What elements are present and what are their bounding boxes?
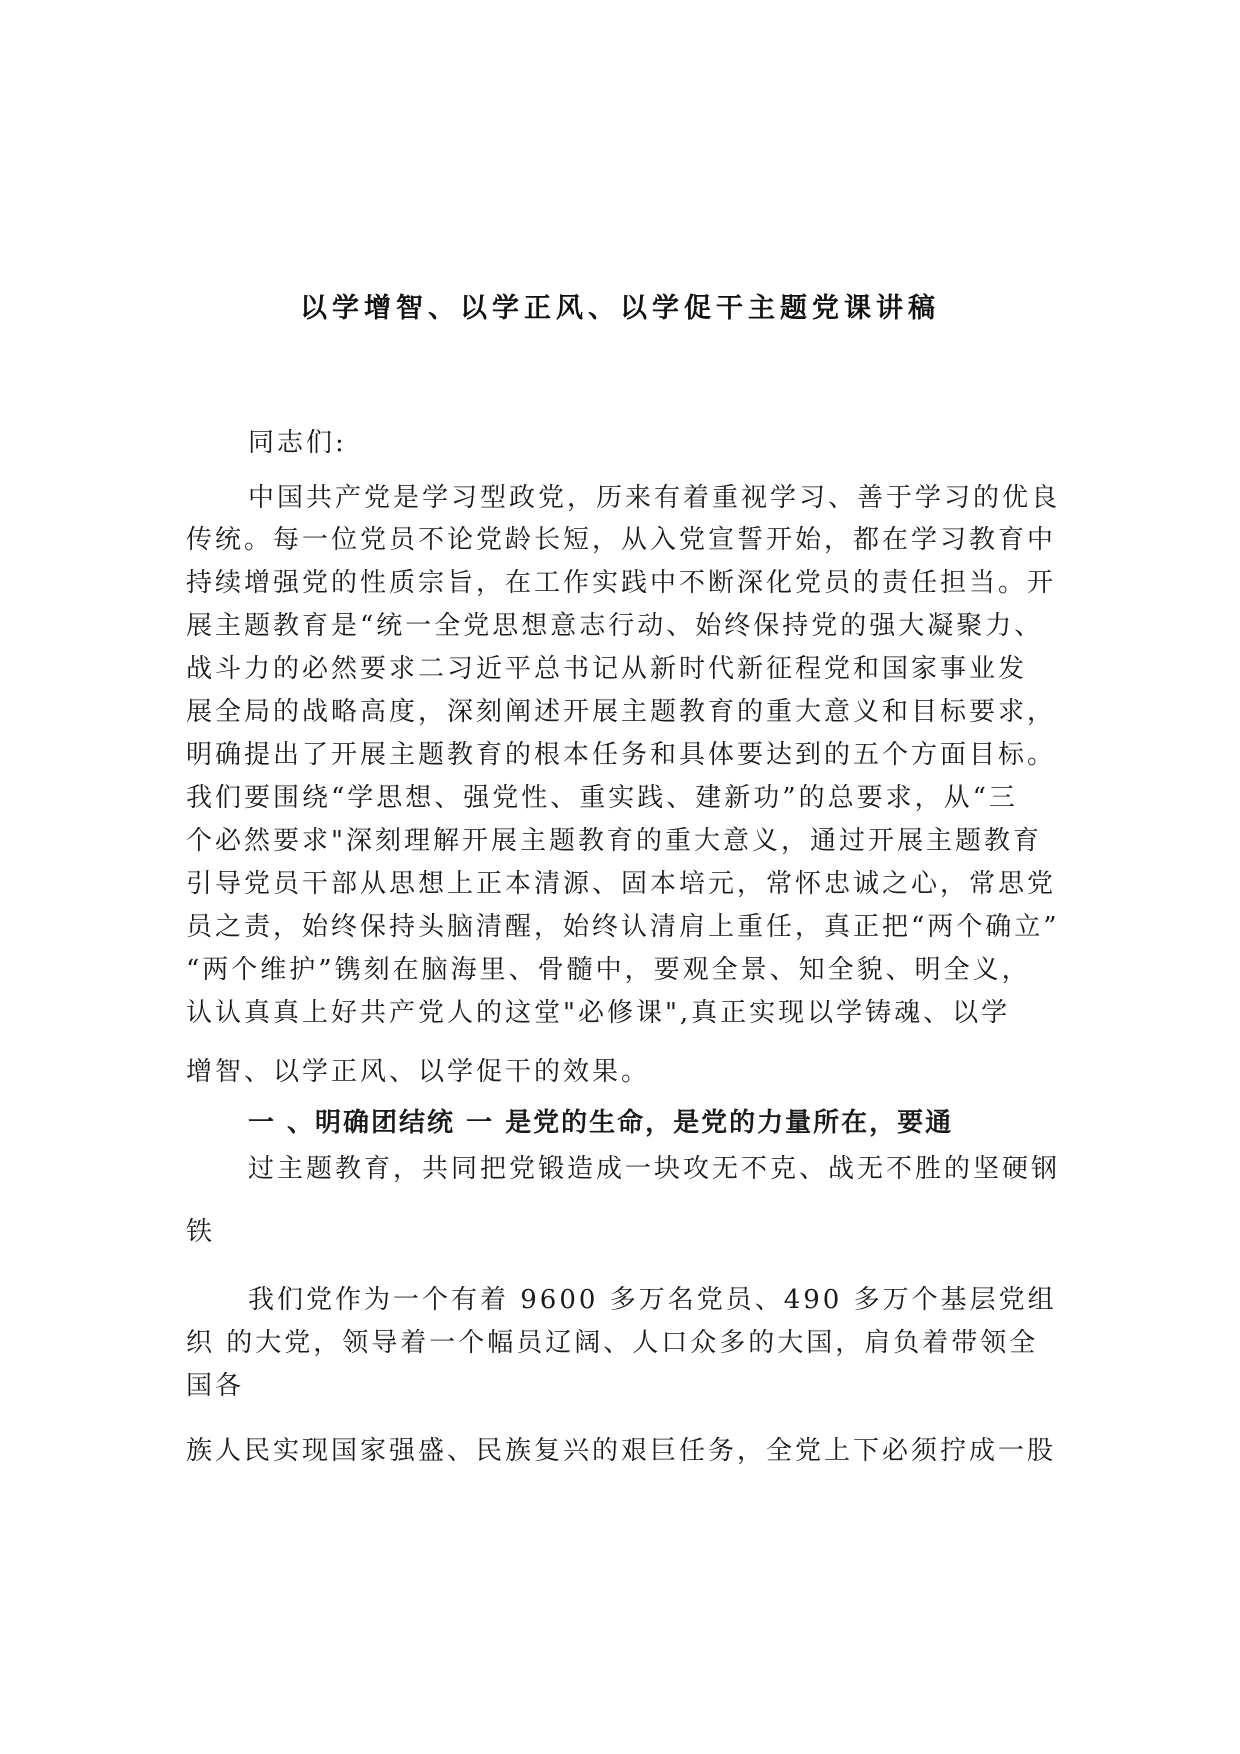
paragraph-line: 族人民实现国家强盛、民族复兴的艰巨任务，全党上下必须拧成一股	[186, 1436, 1057, 1466]
section-heading-continued: 过主题教育，共同把党锻造成一块攻无不克、战无不胜的坚硬钢	[248, 1154, 1061, 1184]
paragraph-line: 个必然要求"深刻理解开展主题教育的重大意义，通过开展主题教育	[186, 826, 1042, 856]
paragraph-line: 增智、以学正风、以学促干的效果。	[186, 1057, 651, 1087]
paragraph-line: 中国共产党是学习型政党，历来有着重视学习、善于学习的优良	[248, 483, 1061, 513]
document-title: 以学增智、以学正风、以学促干主题党课讲稿	[300, 293, 940, 324]
section-heading-end: 铁	[186, 1217, 216, 1247]
paragraph-line: 引导党员干部从思想上正本清源、固本培元，常怀忠诚之心，常思党	[186, 869, 1057, 899]
section-heading: 一 、明确团结统 一 是党的生命，是党的力量所在，要通	[248, 1108, 954, 1138]
paragraph-line: 战斗力的必然要求二习近平总书记从新时代新征程党和国家事业发	[186, 654, 1028, 684]
paragraph-line: 认认真真上好共产党人的这堂"必修课",真正实现以学铸魂、以学	[186, 998, 1011, 1028]
salutation: 同志们:	[248, 428, 347, 458]
paragraph-line: 员之责，始终保持头脑清醒，始终认清肩上重任，真正把“两个确立”	[186, 912, 1060, 942]
paragraph-line: 展主题教育是“统一全党思想意志行动、始终保持党的强大凝聚力、	[186, 611, 1044, 641]
paragraph-line: “两个维护”镌刻在脑海里、骨髓中，要观全景、知全貌、明全义，	[186, 955, 1031, 985]
paragraph-line: 持续增强党的性质宗旨，在工作实践中不断深化党员的责任担当。开	[186, 568, 1057, 598]
paragraph-line: 国各	[186, 1371, 245, 1401]
paragraph-line: 明确提出了开展主题教育的根本任务和具体要达到的五个方面目标。	[186, 740, 1057, 770]
paragraph-line: 传统。每一位党员不论党龄长短，从入党宣誓开始，都在学习教育中	[186, 525, 1057, 555]
paragraph-line: 织 的大党，领导着一个幅员辽阔、人口众多的大国，肩负着带领全	[186, 1328, 1039, 1358]
paragraph-line: 我们要围绕“学思想、强党性、重实践、建新功”的总要求，从“三	[186, 783, 1018, 813]
paragraph-line: 展全局的战略高度，深刻阐述开展主题教育的重大意义和目标要求，	[186, 697, 1057, 727]
paragraph-line: 我们党作为一个有着 9600 多万名党员、490 多万个基层党组	[248, 1285, 1057, 1315]
